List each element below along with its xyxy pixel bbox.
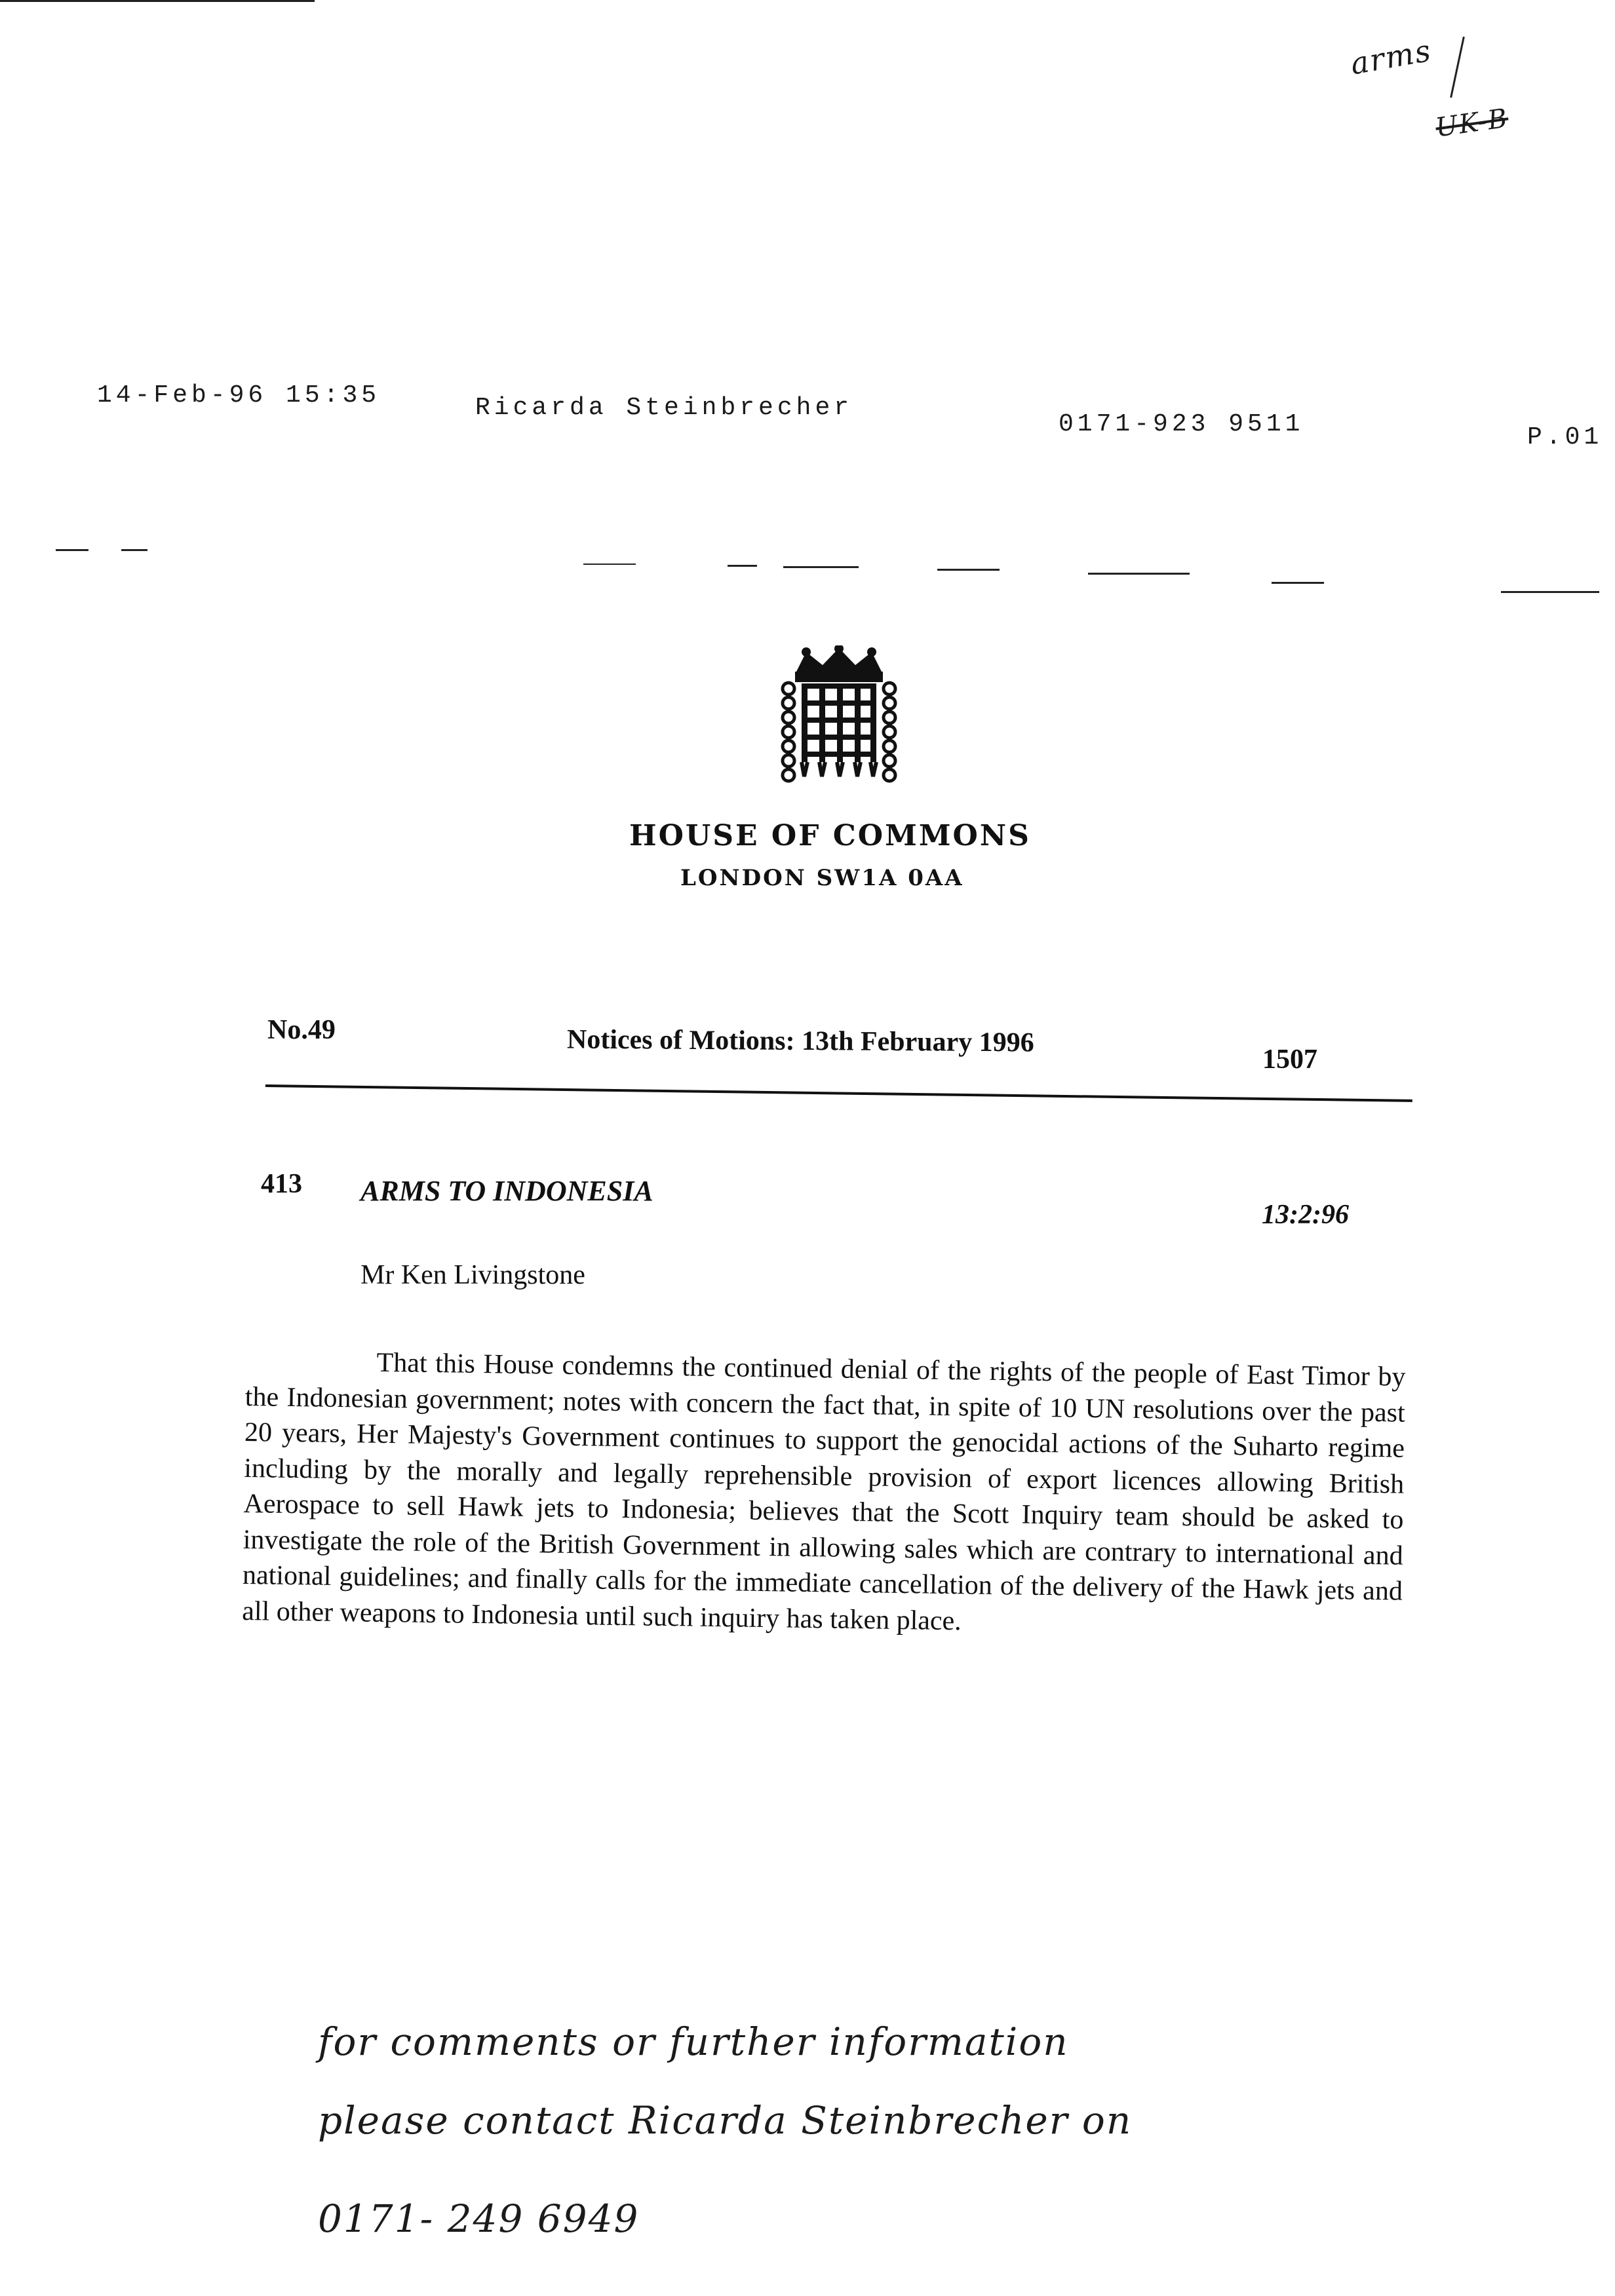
- scan-dash: [1272, 582, 1324, 584]
- handwritten-line-3: 0171- 249 6949: [318, 2196, 640, 2241]
- scan-dash: [1088, 573, 1190, 575]
- fax-page: P.01: [1527, 423, 1603, 451]
- motion-date: 13:2:96: [1262, 1200, 1349, 1230]
- motion-id: 413: [261, 1169, 302, 1199]
- scan-dash: [728, 565, 757, 567]
- scan-dash: [937, 569, 1000, 571]
- fax-phone: 0171-923 9511: [1059, 410, 1304, 438]
- scan-edge-line: [0, 0, 315, 2]
- motion-mover: Mr Ken Livingstone: [360, 1260, 585, 1290]
- annotation-arms: arms: [1348, 32, 1435, 82]
- handwritten-line-1: for comments or further information: [318, 2019, 1069, 2064]
- annotation-slash: [1450, 37, 1465, 98]
- motion-text: That this House condemns the continued denial of the rights of the people of East Timor by the Indonesian government; notes with concern the fact that, in spite of 10 UN resolutions over the past 20 years, Her Majesty's Government continues to support the genocidal actions of the Suharto regime including by the morally and legally reprehensible provision of export licences allowing British Aerospace to sell Hawk jets to Indonesia; believes that the Scott Inquiry team should be asked to investigate the role of the British Government in allowing sales which are contrary to international and national guidelines; and finally calls for the immediate cancellation of the delivery of the Hawk jets and all other weapons to Indonesia until such inquiry has taken place.: [241, 1347, 1406, 1636]
- motion-text-block: [242, 1343, 1406, 1645]
- handwritten-line-2: please contact Ricarda Steinbrecher on: [318, 2098, 1133, 2143]
- notice-rule: [265, 1084, 1412, 1102]
- fax-date-time: 14-Feb-96 15:35: [97, 381, 381, 410]
- scan-dash: [1501, 591, 1599, 593]
- letterhead-title: HOUSE OF COMMONS: [629, 819, 1031, 852]
- scan-dash: [121, 549, 147, 551]
- portcullis-crest: [777, 645, 901, 786]
- scan-dash: [583, 564, 636, 565]
- notice-page-ref: 1507: [1262, 1044, 1317, 1075]
- annotation-struck: UK-B: [1433, 103, 1511, 144]
- letterhead-address: LONDON SW1A 0AA: [680, 865, 964, 891]
- scan-dash: [56, 549, 88, 551]
- notice-number: No.49: [267, 1015, 336, 1045]
- scan-dash: [783, 566, 859, 568]
- notice-heading: Notices of Motions: 13th February 1996: [566, 1024, 1034, 1058]
- motion-title: ARMS TO INDONESIA: [360, 1175, 653, 1207]
- fax-sender: Ricarda Steinbrecher: [475, 394, 853, 422]
